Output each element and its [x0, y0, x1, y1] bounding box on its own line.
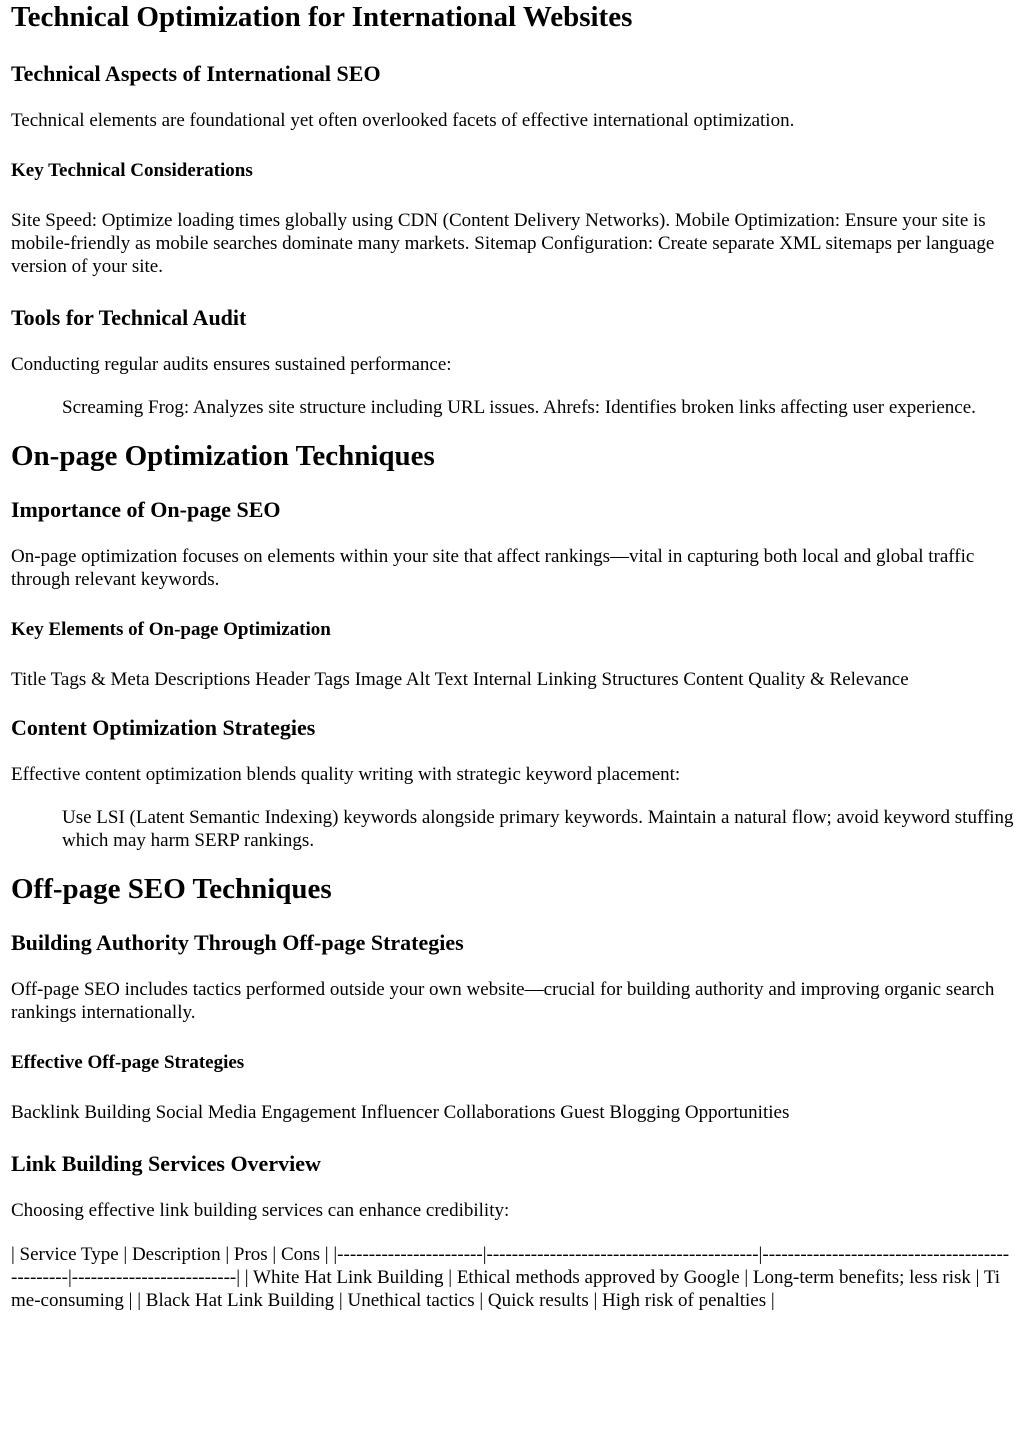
list-item: Site Speed: Optimize loading times globally using CDN (Content Delivery Networks). — [11, 210, 671, 231]
list-item: Backlink Building — [11, 1102, 151, 1123]
key-items — [11, 1101, 1014, 1124]
section-on-page — [11, 439, 1014, 852]
tools-quote — [62, 396, 1014, 419]
key-heading: Key Elements of On-page Optimization — [11, 619, 331, 640]
list-item: Guest Blogging Opportunities — [560, 1102, 790, 1123]
list-item: Screaming Frog: Analyzes site structure including URL issues. — [62, 397, 540, 418]
section-heading: Technical Optimization for International Websites — [11, 1, 633, 33]
section-intro: Technical elements are foundational yet often overlooked facets of effective international optimization. — [11, 110, 795, 131]
list-item: Content Quality & Relevance — [683, 669, 909, 690]
list-item: Sitemap Configuration: Create separate XML sitemaps per language version of your site. — [11, 233, 995, 277]
list-item: Image Alt Text — [354, 669, 469, 690]
list-item: Use LSI (Latent Semantic Indexing) keywords alongside primary keywords. — [62, 807, 643, 828]
key-heading: Effective Off-page Strategies — [11, 1052, 245, 1073]
list-item: Internal Linking Structures — [472, 669, 679, 690]
key-items — [11, 209, 1014, 278]
list-item: Ahrefs: Identifies broken links affecting user experience. — [543, 397, 976, 418]
list-item: Maintain a natural flow; avoid keyword stuffing which may harm SERP rankings. — [62, 807, 1014, 851]
list-item: Title Tags & Meta Descriptions — [11, 669, 251, 690]
list-item: Mobile Optimization: Ensure your site is mobile-friendly as mobile searches dominate many markets. — [11, 210, 986, 254]
section-heading: Off-page SEO Techniques — [11, 873, 332, 905]
section-off-page — [11, 872, 1014, 1312]
section-technical — [11, 0, 1014, 419]
list-item: Header Tags — [255, 669, 350, 690]
section-subheading: Technical Aspects of International SEO — [11, 61, 381, 86]
section-subheading: Building Authority Through Off-page Strategies — [11, 930, 464, 955]
section-subheading: Importance of On-page SEO — [11, 497, 281, 522]
tools-quote — [62, 806, 1014, 852]
markdown-table-text: | Service Type | Description | Pros | Cons | |-----------------------|-------------------------------------------|------------------------------------------------|--------------------------| | White Hat Link Building | Ethical methods approved by Google | Long-term benefits; less risk | Time-consuming | | Black Hat Link Building | Unethical tactics | Quick results | High risk of penalties | — [11, 1244, 1010, 1311]
list-item: Influencer Collaborations — [360, 1102, 556, 1123]
section-heading: On-page Optimization Techniques — [11, 440, 435, 472]
key-items — [11, 668, 1014, 691]
list-item: Social Media Engagement — [155, 1102, 357, 1123]
section-intro: Off-page SEO includes tactics performed outside your own website—crucial for building authority and improving organic search rankings internationally. — [11, 979, 995, 1023]
section-intro: On-page optimization focuses on elements within your site that affect rankings—vital in capturing both local and global traffic through relevant keywords. — [11, 546, 975, 590]
tools-heading: Tools for Technical Audit — [11, 305, 247, 330]
tools-intro: Effective content optimization blends quality writing with strategic keyword placement: — [11, 764, 681, 785]
tools-heading: Link Building Services Overview — [11, 1151, 321, 1176]
tools-intro: Conducting regular audits ensures sustained performance: — [11, 354, 452, 375]
tools-intro: Choosing effective link building services can enhance credibility: — [11, 1200, 510, 1221]
key-heading: Key Technical Considerations — [11, 160, 253, 181]
tools-heading: Content Optimization Strategies — [11, 715, 316, 740]
